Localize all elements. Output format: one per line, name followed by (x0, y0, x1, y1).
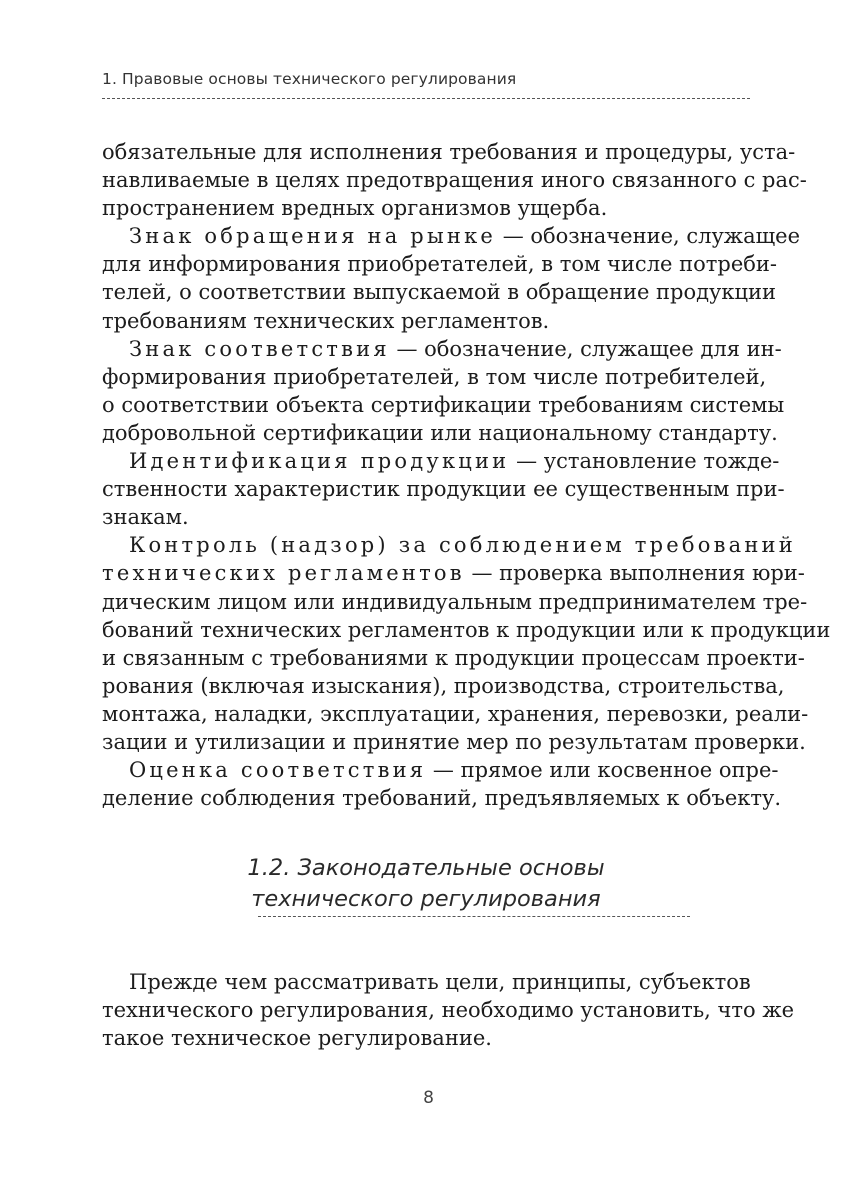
text-line (102, 756, 779, 784)
definition-conformity-assessment (102, 756, 782, 812)
section-intro-text (102, 968, 795, 1052)
defined-term: Контроль (надзор) за соблюдением требований (129, 533, 796, 558)
defined-term: технических регламентов (102, 561, 465, 586)
text-line: дическим лицом или индивидуальным предпринимателем тре- (102, 589, 808, 614)
text-line: рования (включая изыскания), производства, строительства, (102, 673, 785, 698)
page-number: 8 (423, 1088, 434, 1108)
defined-term: Идентификация продукции (129, 449, 510, 474)
text-line (102, 531, 796, 559)
section-heading-line: технического регулирования (251, 886, 601, 912)
running-head-divider (102, 98, 750, 99)
definition-text: — обозначение, служащее для ин- (389, 336, 782, 361)
text-line: деление соблюдения требований, предъявляемых к объекту. (102, 786, 782, 811)
text-line: бований технических регламентов к продукции или к продукции (102, 617, 831, 642)
text-line: технического регулирования, необходимо установить, что же (102, 998, 795, 1023)
definition-text: — установление тожде- (509, 449, 780, 474)
text-line: такое техническое регулирование. (102, 1026, 492, 1051)
paragraph-continuation (102, 138, 807, 222)
definition-text: — проверка выполнения юри- (464, 561, 805, 586)
definition-control-supervision (102, 531, 831, 756)
text-line: формирования приобретателей, в том числе потребителей, (102, 364, 767, 389)
text-line (102, 222, 801, 250)
text-line: пространением вредных организмов ущерба. (102, 196, 608, 221)
text-line: зации и утилизации и принятие мер по результатам проверки. (102, 729, 806, 754)
text-line: навливаемые в целях предотвращения иного связанного с рас- (102, 168, 807, 193)
text-line (102, 559, 805, 587)
text-line: монтажа, наладки, эксплуатации, хранения, перевозки, реали- (102, 701, 809, 726)
section-heading (102, 853, 750, 915)
defined-term: Оценка соответствия (129, 758, 427, 783)
text-line: о соответствии объекта сертификации требованиям системы (102, 392, 785, 417)
definition-conformity-mark (102, 335, 785, 447)
definition-market-mark (102, 222, 801, 334)
text-line: требованиям технических регламентов. (102, 308, 550, 333)
text-line (102, 335, 782, 363)
text-line (102, 447, 780, 475)
text-line: Прежде чем рассматривать цели, принципы, субъектов (129, 970, 751, 994)
text-line: добровольной сертификации или национальному стандарту. (102, 420, 778, 445)
definition-text: — обозначение, служащее (496, 224, 801, 249)
defined-term: Знак соответствия (129, 336, 390, 361)
text-line: для информирования приобретателей, в том числе потреби- (102, 252, 777, 277)
section-heading-line: 1.2. Законодательные основы (247, 855, 605, 881)
paragraph (102, 968, 795, 1052)
definitions-text (102, 138, 831, 812)
text-line: ственности характеристик продукции ее существенным при- (102, 477, 785, 502)
running-head: 1. Правовые основы технического регулирования (102, 70, 517, 88)
text-line: телей, о соответствии выпускаемой в обращение продукции (102, 280, 777, 305)
section-heading-divider (258, 916, 690, 917)
definition-product-identification (102, 447, 785, 531)
text-line: знакам. (102, 505, 189, 530)
defined-term: Знак обращения на рынке (129, 224, 497, 249)
definition-text: — прямое или косвенное опре- (426, 758, 779, 783)
text-line: и связанным с требованиями к продукции процессам проекти- (102, 645, 805, 670)
text-line: обязательные для исполнения требования и процедуры, уста- (102, 140, 796, 164)
